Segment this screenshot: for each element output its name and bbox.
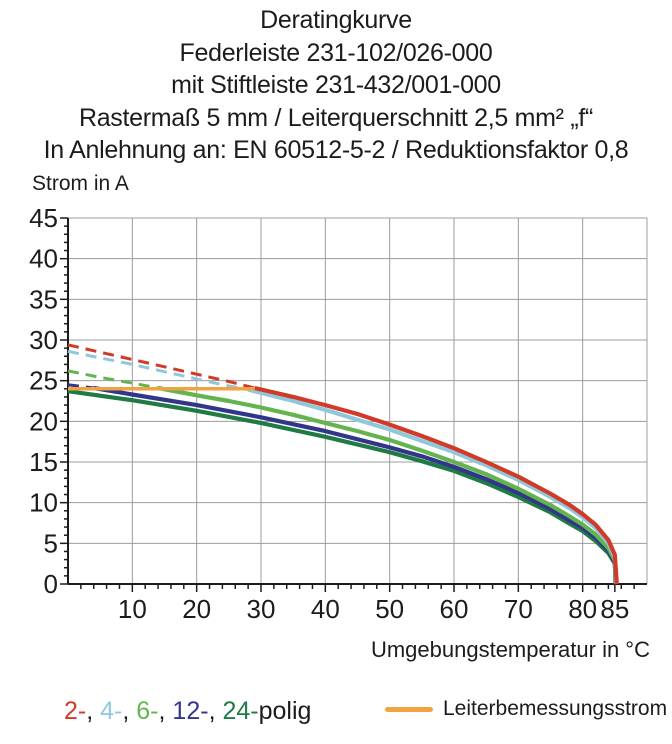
- legend-separator: ,: [122, 697, 137, 725]
- x-tick-label: 70: [503, 594, 533, 624]
- rated-current-line-swatch: [385, 707, 433, 712]
- title-line-5: In Anlehnung an: EN 60512-5-2 / Reduktionsfaktor 0,8: [43, 136, 629, 164]
- x-tick-label: 10: [117, 594, 147, 624]
- legend: [0, 697, 672, 731]
- y-tick-label: 15: [29, 447, 58, 477]
- x-tick-label: 50: [375, 594, 405, 624]
- title-line-3: mit Stiftleiste 231-432/001-000: [171, 71, 501, 99]
- y-tick-label: 25: [29, 365, 58, 396]
- y-tick-label: 40: [29, 243, 58, 274]
- y-tick-label: 0: [43, 569, 58, 599]
- legend-pole-item: 24-: [222, 697, 259, 725]
- y-tick-label: 5: [43, 528, 58, 559]
- x-tick-label: 30: [246, 594, 276, 624]
- x-tick-label: 60: [439, 594, 469, 624]
- x-tick-label: 40: [310, 594, 340, 624]
- y-tick-label: 10: [29, 487, 58, 518]
- y-tick-label: 20: [29, 406, 58, 437]
- chart-title-block: [0, 4, 672, 167]
- legend-pole-counts: [64, 697, 311, 726]
- legend-pole-item: 6-: [136, 697, 159, 725]
- y-tick-label: 30: [29, 325, 58, 355]
- axes: [68, 218, 647, 584]
- tick-labels: [29, 203, 629, 624]
- x-tick-label: 20: [182, 594, 212, 624]
- legend-rated-current: [385, 697, 667, 721]
- legend-suffix: polig: [258, 697, 312, 725]
- y-tick-label: 45: [29, 203, 58, 233]
- x-axis-title: Umgebungstemperatur in °C: [370, 637, 650, 662]
- legend-separator: ,: [208, 697, 223, 725]
- title-line-1: Deratingkurve: [260, 6, 412, 34]
- axis-ticks: [60, 218, 634, 592]
- legend-pole-item: 12-: [172, 697, 209, 725]
- legend-separator: ,: [86, 697, 101, 725]
- legend-pole-item: 2-: [64, 697, 87, 725]
- curve-4-polig: [68, 351, 616, 584]
- title-line-2: Federleiste 231-102/026-000: [179, 38, 493, 67]
- y-tick-label: 35: [29, 284, 58, 315]
- y-axis-title: Strom in A: [32, 172, 129, 195]
- derating-line-chart: [0, 195, 672, 680]
- legend-pole-item: 4-: [100, 697, 123, 725]
- x-tick-label: 85: [600, 594, 630, 624]
- gridlines: [68, 218, 647, 584]
- rated-current-label: Leiterbemessungsstrom: [443, 697, 668, 720]
- legend-separator: ,: [158, 697, 173, 725]
- title-line-4: Rastermaß 5 mm / Leiterquerschnitt 2,5 mm² „f“: [78, 103, 594, 132]
- x-tick-label: 80: [568, 594, 598, 624]
